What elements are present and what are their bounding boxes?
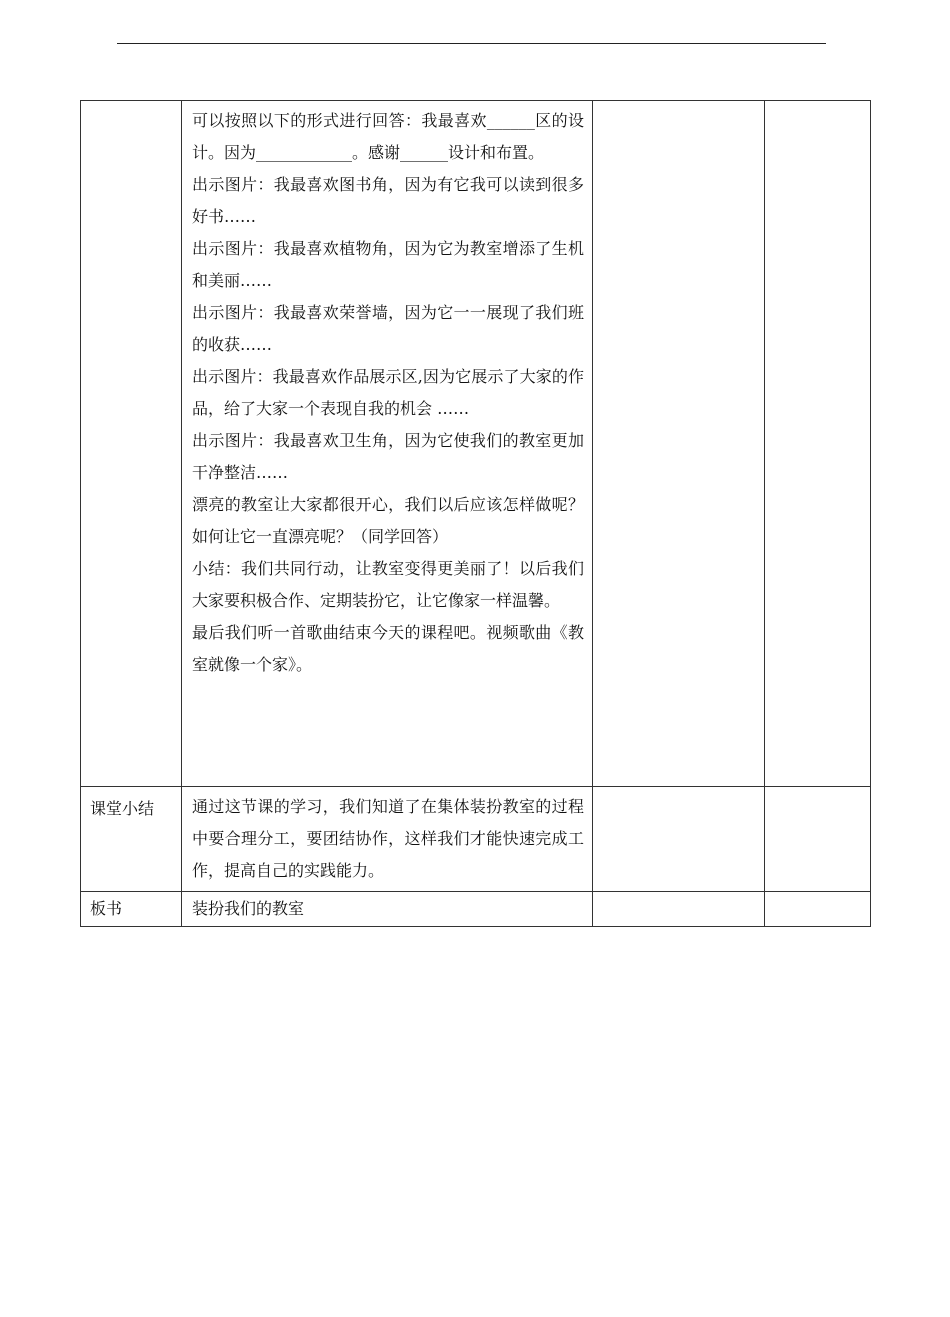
- paragraph-plant-corner: 出示图片：我最喜欢植物角，因为它为教室增添了生机和美丽……: [192, 239, 584, 290]
- table-row-activity: [81, 101, 871, 787]
- activity-label-cell: [81, 101, 182, 787]
- paragraph-conclusion: 小结：我们共同行动，让教室变得更美丽了！以后我们大家要积极合作、定期装扮它，让它像家一样温馨。: [192, 559, 584, 610]
- header-rule: [117, 43, 826, 44]
- activity-empty-cell-4: [765, 101, 871, 787]
- paragraph-works-display: 出示图片：我最喜欢作品展示区,因为它展示了大家的作品，给了大家一个表现自我的机会 ……: [192, 367, 584, 418]
- table-row-board: [81, 892, 871, 927]
- paragraph-hygiene-corner: 出示图片：我最喜欢卫生角，因为它使我们的教室更加干净整洁……: [192, 431, 584, 482]
- summary-label-cell: 课堂小结: [81, 787, 182, 892]
- activity-content-cell: [182, 101, 593, 787]
- paragraph-book-corner: 出示图片：我最喜欢图书角，因为有它我可以读到很多好书……: [192, 175, 584, 226]
- paragraph-answer-format: 可以按照以下的形式进行回答：我最喜欢______区的设计。因为____________。感谢______设计和布置。: [192, 111, 584, 162]
- board-label-cell: 板书: [81, 892, 182, 927]
- lesson-plan-table: [80, 100, 871, 927]
- summary-empty-cell-3: [593, 787, 765, 892]
- summary-empty-cell-4: [765, 787, 871, 892]
- summary-content-cell: [182, 787, 593, 892]
- summary-text: 通过这节课的学习，我们知道了在集体装扮教室的过程中要合理分工，要团结协作，这样我们才能快速完成工作，提高自己的实践能力。: [192, 797, 584, 880]
- table-row-summary: [81, 787, 871, 892]
- paragraph-song: 最后我们听一首歌曲结束今天的课程吧。视频歌曲《教室就像一个家》。: [192, 623, 584, 674]
- board-empty-cell-3: [593, 892, 765, 927]
- board-content-cell: 装扮我们的教室: [182, 892, 593, 927]
- paragraph-honor-wall: 出示图片：我最喜欢荣誉墙，因为它一一展现了我们班的收获……: [192, 303, 584, 354]
- board-empty-cell-4: [765, 892, 871, 927]
- paragraph-question: 漂亮的教室让大家都很开心，我们以后应该怎样做呢？如何让它一直漂亮呢？（同学回答）: [192, 495, 584, 546]
- activity-empty-cell-3: [593, 101, 765, 787]
